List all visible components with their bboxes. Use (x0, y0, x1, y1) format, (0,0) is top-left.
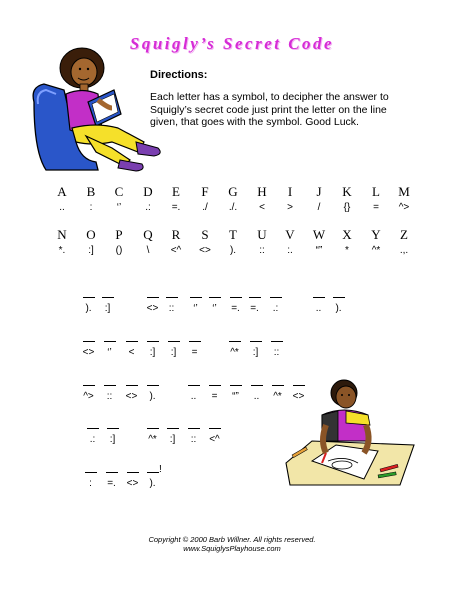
key-symbol: {} (343, 202, 351, 213)
slot-symbol: ‘’ (193, 303, 198, 314)
slot-symbol: <> (146, 303, 159, 314)
key-symbol: ‘’ (116, 202, 122, 213)
answer-slot[interactable] (103, 341, 116, 358)
puzzle-line-5 (84, 464, 184, 494)
answer-slot[interactable] (146, 297, 159, 314)
slot-symbol: ). (85, 303, 92, 314)
answer-slot[interactable] (146, 341, 159, 358)
slot-symbol: = (211, 391, 218, 402)
slot-symbol: .. (253, 391, 260, 402)
key-letter: B (86, 184, 96, 199)
answer-slot[interactable] (187, 428, 200, 445)
answer-slot[interactable] (126, 472, 139, 489)
puzzle-line-3 (82, 385, 312, 407)
key-letter: R (171, 227, 181, 242)
website-link[interactable]: www.SquiglysPlayhouse.com (183, 544, 281, 553)
slot-symbol: “” (232, 391, 239, 402)
key-letter: I (287, 184, 293, 199)
answer-slot[interactable] (165, 297, 178, 314)
key-letter: L (372, 184, 380, 199)
slot-symbol: =. (107, 478, 116, 489)
key-symbol: :: (259, 245, 265, 256)
slot-symbol: = (191, 347, 198, 358)
key-symbol: > (287, 202, 293, 213)
key-symbol: .,. (399, 245, 409, 256)
key-symbol: “” (315, 245, 323, 256)
slot-symbol: ). (149, 478, 156, 489)
answer-slot[interactable] (229, 385, 242, 402)
answer-slot[interactable] (269, 297, 282, 314)
key-letter: F (201, 184, 209, 199)
key-letter: E (172, 184, 180, 199)
key-symbol: =. (171, 202, 181, 213)
answer-slot[interactable] (208, 385, 221, 402)
exclamation-mark: ! (159, 464, 162, 475)
answer-slot[interactable] (250, 385, 263, 402)
answer-slot[interactable] (146, 472, 159, 489)
key-symbol: :. (287, 245, 293, 256)
copyright-line: Copyright © 2000 Barb Willner. All rights reserved. (148, 535, 316, 544)
directions-text: Each letter has a symbol, to decipher the answer to Squigly’s secret code just print the letter on the line given, that goes with the symbol. Good Luck. (150, 91, 389, 128)
key-symbol: *. (58, 245, 66, 256)
key-letter: U (257, 227, 267, 242)
answer-slot[interactable] (82, 297, 95, 314)
slot-symbol: : (89, 478, 92, 489)
slot-symbol: ‘’ (107, 347, 112, 358)
slot-symbol: :] (252, 347, 259, 358)
answer-slot[interactable] (332, 297, 345, 314)
slot-symbol: .. (315, 303, 322, 314)
slot-symbol: :: (273, 347, 280, 358)
key-letter: M (398, 184, 410, 199)
slot-symbol: :] (169, 434, 176, 445)
slot-symbol: :] (104, 303, 111, 314)
slot-symbol: ). (335, 303, 342, 314)
slot-symbol: <> (292, 391, 305, 402)
slot-symbol: =. (250, 303, 259, 314)
answer-slot[interactable] (146, 385, 159, 402)
directions-heading: Directions: (150, 69, 208, 81)
key-symbol: ./ (202, 202, 208, 213)
key-symbol: .: (145, 202, 151, 213)
key-symbol: ). (229, 245, 237, 256)
answer-slot[interactable] (101, 297, 114, 314)
slot-symbol: .: (89, 434, 96, 445)
key-symbol: :] (88, 245, 94, 256)
key-symbol: * (345, 245, 349, 256)
answer-slot[interactable] (82, 341, 95, 358)
key-symbol: <^ (170, 245, 182, 256)
key-letter: C (114, 184, 124, 199)
slot-symbol: :] (109, 434, 116, 445)
slot-symbol: =. (231, 303, 240, 314)
key-symbol: ^> (398, 202, 410, 213)
key-letter: S (201, 227, 209, 242)
key-symbol: <> (199, 245, 211, 256)
key-letter: H (257, 184, 267, 199)
answer-slot[interactable] (208, 297, 221, 314)
answer-slot[interactable] (248, 297, 261, 314)
key-symbol: < (259, 202, 265, 213)
slot-symbol: ^* (273, 391, 282, 402)
answer-slot[interactable] (208, 428, 221, 445)
key-letter: X (342, 227, 352, 242)
slot-symbol: <^ (209, 434, 220, 445)
key-letter: T (229, 227, 237, 242)
slot-symbol: <> (82, 347, 95, 358)
answer-slot[interactable] (167, 341, 180, 358)
slot-symbol: :: (190, 434, 197, 445)
answer-slot[interactable] (86, 428, 99, 445)
slot-symbol: ). (149, 391, 156, 402)
answer-slot[interactable] (84, 472, 97, 489)
answer-slot[interactable] (188, 341, 201, 358)
key-symbol: ^* (371, 245, 381, 256)
answer-slot[interactable] (106, 428, 119, 445)
answer-slot[interactable] (105, 472, 118, 489)
answer-slot[interactable] (187, 385, 200, 402)
slot-symbol: ^> (83, 391, 94, 402)
key-symbol: ./. (228, 202, 238, 213)
answer-slot[interactable] (125, 341, 138, 358)
key-row-2 (50, 227, 426, 261)
slot-symbol: ‘’ (212, 303, 217, 314)
key-symbol: \ (146, 245, 150, 256)
puzzle-line-4 (86, 428, 246, 450)
slot-symbol: :] (149, 347, 156, 358)
answer-slot[interactable] (189, 297, 202, 314)
puzzle-line-1 (82, 297, 362, 319)
key-row-1 (50, 184, 426, 218)
answer-slot[interactable] (228, 341, 241, 358)
key-symbol: : (89, 202, 93, 213)
answer-slot[interactable] (270, 341, 283, 358)
answer-slot[interactable] (312, 297, 325, 314)
slot-symbol: <> (126, 478, 139, 489)
answer-slot[interactable] (229, 297, 242, 314)
answer-slot[interactable] (146, 428, 159, 445)
key-letter: Q (143, 227, 153, 242)
key-letter: P (115, 227, 123, 242)
slot-symbol: <> (125, 391, 138, 402)
key-symbol: / (317, 202, 321, 213)
key-letter: J (316, 184, 322, 199)
key-letter: O (86, 227, 96, 242)
puzzle-line-2 (82, 341, 302, 363)
key-letter: V (285, 227, 295, 242)
key-letter: W (312, 227, 326, 242)
key-symbol: () (115, 245, 123, 256)
page-title: Squigly’s Secret Code (129, 34, 335, 53)
slot-symbol: .: (272, 303, 279, 314)
key-letter: A (57, 184, 67, 199)
answer-slot[interactable] (166, 428, 179, 445)
key-letter: K (342, 184, 352, 199)
key-letter: Z (400, 227, 408, 242)
answer-slot[interactable] (82, 385, 95, 402)
slot-symbol: :: (168, 303, 175, 314)
slot-symbol: ^* (148, 434, 157, 445)
copyright-notice (0, 535, 464, 553)
answer-slot[interactable] (125, 385, 138, 402)
key-letter: D (143, 184, 153, 199)
key-letter: Y (371, 227, 381, 242)
answer-slot[interactable] (249, 341, 262, 358)
key-symbol: .. (59, 202, 65, 213)
slot-symbol: :] (170, 347, 177, 358)
slot-symbol: :: (106, 391, 113, 402)
key-letter: N (57, 227, 67, 242)
answer-slot[interactable] (103, 385, 116, 402)
key-symbol: = (373, 202, 379, 213)
slot-symbol: < (128, 347, 135, 358)
boy-drawing-illustration (282, 375, 417, 495)
key-letter: G (228, 184, 238, 199)
slot-symbol: .. (190, 391, 197, 402)
slot-symbol: ^* (230, 347, 239, 358)
